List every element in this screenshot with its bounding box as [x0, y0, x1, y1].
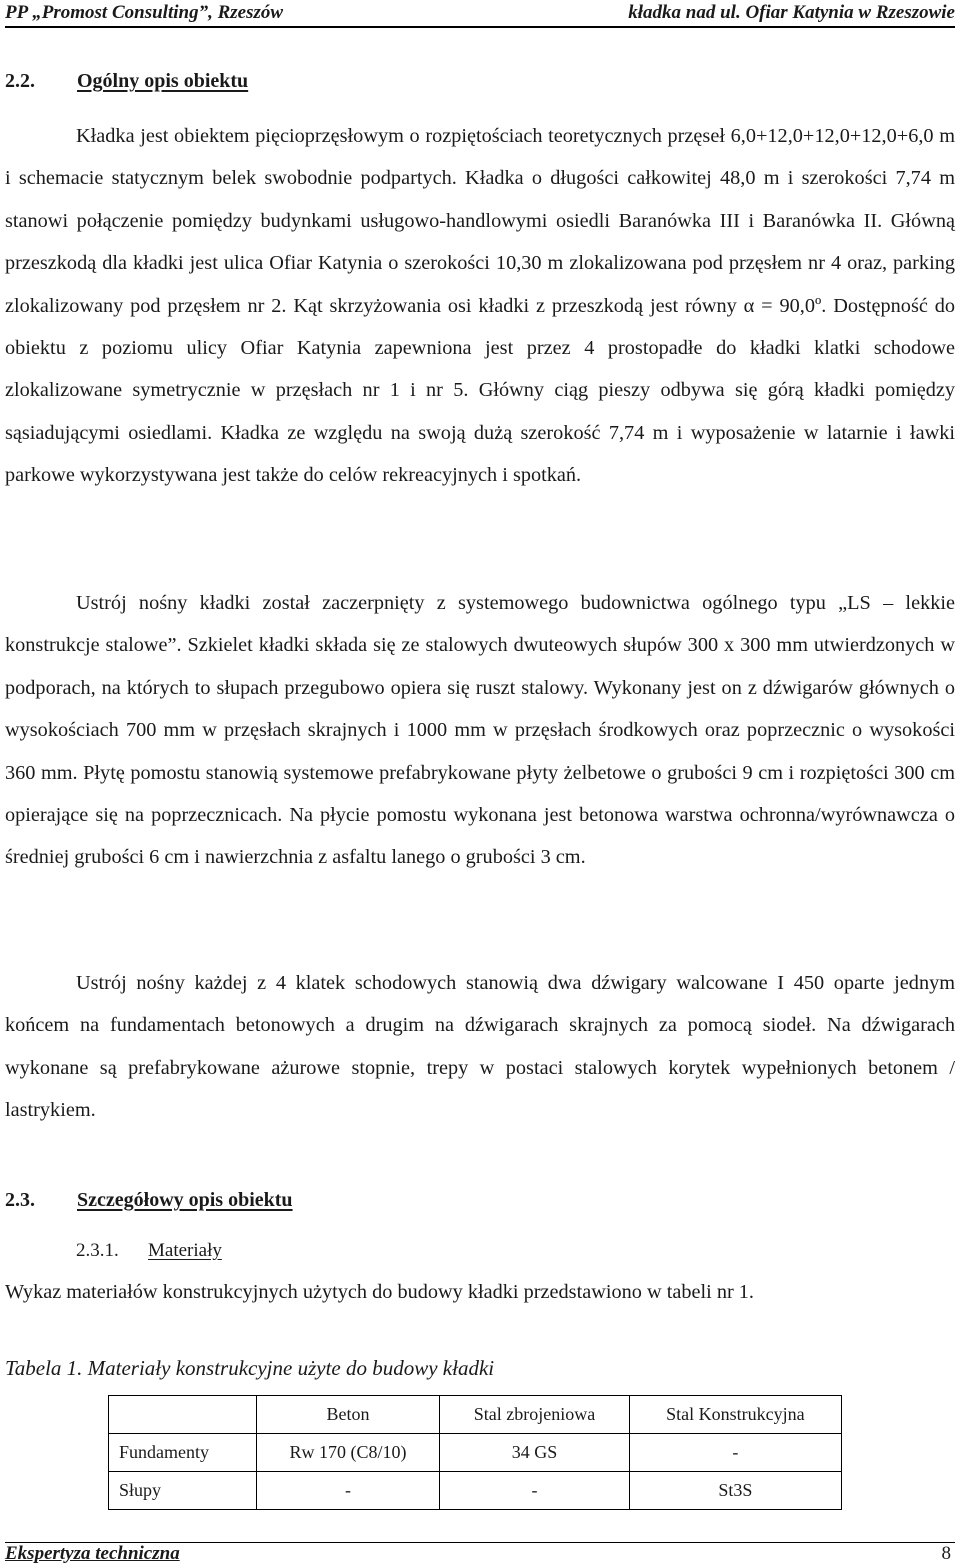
table-header-cell: Stal Konstrukcyjna [629, 1396, 841, 1434]
subsection-title: Materiały [148, 1240, 222, 1261]
table-cell: Fundamenty [109, 1434, 257, 1472]
table-cell: - [256, 1472, 440, 1510]
paragraph-materials-intro: Wykaz materiałów konstrukcyjnych użytych do budowy kładki przedstawiono w tabeli nr 1. [5, 1281, 754, 1303]
table-cell: 34 GS [440, 1434, 630, 1472]
section-title: Ogólny opis obiektu [77, 70, 249, 92]
paragraph-staircases: Ustrój nośny każdej z 4 klatek schodowych stanowią dwa dźwigary walcowane I 450 oparte jednym końcem na fundamentach betonowych a drugim na dźwigarach skrajnych za pomocą siodeł. Na dźwigarach wykonane są prefabrykowane ażurowe stopnie, trepy w postaci stalowych korytek wypełnionych betonem / lastrykiem. [5, 972, 955, 1122]
table-header-cell [109, 1396, 257, 1434]
page-number: 8 [941, 1543, 951, 1564]
table-cell: Rw 170 (C8/10) [256, 1434, 440, 1472]
paragraph-structure: Ustrój nośny kładki został zaczerpnięty z systemowego budownictwa ogólnego typu „LS – lekkie konstrukcje stalowe”. Szkielet kładki składa się ze stalowych dwuteowych słupów 300 x 300 mm utwierdzonych w podporach, na których to słupach przegubowo opiera się ruszt stalowy. Wykonany jest on z dźwigarów głównych o wysokościach 700 mm w przęsłach skrajnych i 1000 mm w przęsłach środkowych oraz poprzecznic o wysokości 360 mm. Płytę pomostu stanowią systemowe prefabrykowane płyty żelbetowe o grubości 9 cm i rozpiętości 300 cm opierające się na poprzecznicach. Na płycie pomostu wykonana jest betonowa warstwa ochronna/wyrównawcza o średniej grubości 6 cm i nawierzchnia z asfaltu lanego o grubości 3 cm. [5, 592, 955, 869]
section-number: 2.2. [5, 70, 35, 92]
paragraph-general-description: Kładka jest obiektem pięcioprzęsłowym o rozpiętościach teoretycznych przęseł 6,0+12,0+12,0+12,0+6,0 m i schemacie statycznym belek swobodnie podpartych. Kładka o długości całkowitej 48,0 m i szerokości 7,74 m stanowi połączenie pomiędzy budynkami usługowo-handlowymi osiedli Baranówka III i Baranówka II. Główną przeszkodą dla kładki jest ulica Ofiar Katynia o szerokości 10,30 m zlokalizowana pod przęsłem nr 4 oraz, parking zlokalizowany pod przęsłem nr 2. Kąt skrzyżowania osi kładki z przeszkodą jest równy α = 90,0º. Dostępność do obiektu z poziomu ulicy Ofiar Katynia zapewniona jest przez 4 prostopadłe do kładki klatki schodowe zlokalizowane symetrycznie w przęsłach nr 1 i nr 5. Główny ciąg pieszy odbywa się górą kładki pomiędzy sąsiadującymi osiedlami. Kładka ze względu na swoją dużą szerokość 7,74 m i wyposażenie w latarnie i ławki parkowe wykorzystywana jest także do celów rekreacyjnych i spotkań. [5, 125, 955, 487]
table-header-row [109, 1396, 842, 1434]
section-number: 2.3. [5, 1189, 35, 1211]
table-cell: Słupy [109, 1472, 257, 1510]
section-2-3-1-heading [76, 1240, 222, 1262]
table-cell: - [629, 1434, 841, 1472]
table-row [109, 1434, 842, 1472]
header-project: kładka nad ul. Ofiar Katynia w Rzeszowie [628, 2, 955, 23]
section-2-3-heading [5, 1189, 293, 1212]
section-2-2-heading [5, 70, 248, 93]
materials-table [108, 1395, 842, 1510]
table-header-cell: Stal zbrojeniowa [440, 1396, 630, 1434]
page-header [5, 0, 955, 28]
footer-document-name: Ekspertyza techniczna [5, 1543, 180, 1564]
page-footer [5, 1542, 955, 1565]
header-company: PP „Promost Consulting”, Rzeszów [5, 2, 284, 23]
table-header-cell: Beton [256, 1396, 440, 1434]
table-cell: St3S [629, 1472, 841, 1510]
table-cell: - [440, 1472, 630, 1510]
table-row [109, 1472, 842, 1510]
table-caption: Tabela 1. Materiały konstrukcyjne użyte do budowy kładki [5, 1356, 495, 1380]
section-title: Szczegółowy opis obiektu [77, 1189, 293, 1211]
subsection-number: 2.3.1. [76, 1240, 119, 1261]
